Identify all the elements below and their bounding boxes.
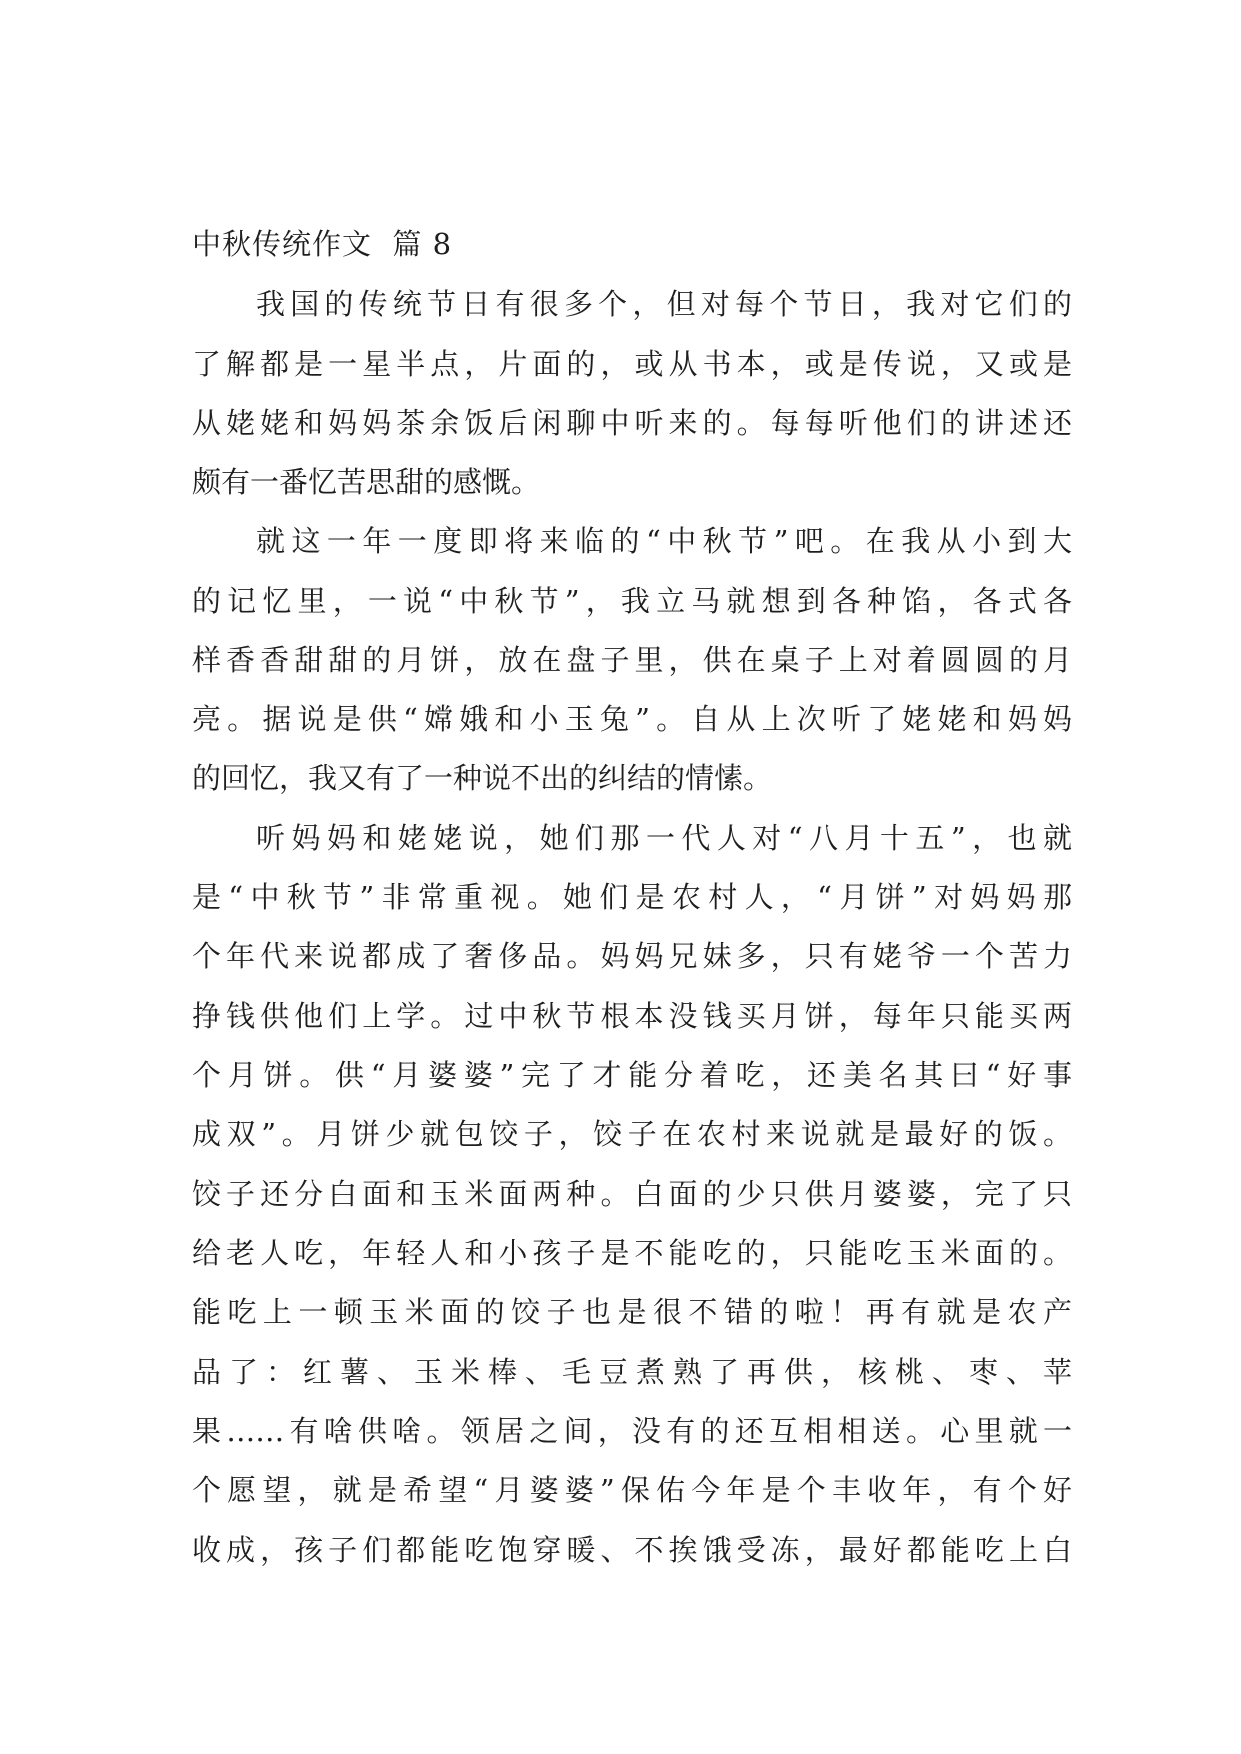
text-line: 给老人吃，年轻人和小孩子是不能吃的，只能吃玉米面的。 <box>192 1236 1072 1270</box>
text-line: 果……有啥供啥。领居之间，没有的还互相相送。心里就一 <box>192 1414 1072 1448</box>
text-line: 的回忆，我又有了一种说不出的纠结的情愫。 <box>192 761 773 795</box>
text-line: 是“中秋节”非常重视。她们是农村人，“月饼”对妈妈那 <box>192 880 1072 914</box>
text-line: 的记忆里，一说“中秋节”，我立马就想到各种馅，各式各 <box>192 584 1072 618</box>
text-line: 成双”。月饼少就包饺子，饺子在农村来说就是最好的饭。 <box>192 1117 1072 1151</box>
text-line: 听妈妈和姥姥说，她们那一代人对“八月十五”，也就 <box>256 821 1072 855</box>
text-line: 挣钱供他们上学。过中秋节根本没钱买月饼，每年只能买两 <box>192 999 1072 1033</box>
text-line: 品了：红薯、玉米棒、毛豆煮熟了再供，核桃、枣、苹 <box>192 1355 1072 1389</box>
text-line: 样香香甜甜的月饼，放在盘子里，供在桌子上对着圆圆的月 <box>192 643 1072 677</box>
text-line: 收成，孩子们都能吃饱穿暖、不挨饿受冻，最好都能吃上白 <box>192 1533 1072 1567</box>
essay-title: 中秋传统作文 篇 8 <box>192 227 453 261</box>
text-line: 就这一年一度即将来临的“中秋节”吧。在我从小到大 <box>256 524 1072 558</box>
text-line: 饺子还分白面和玉米面两种。白面的少只供月婆婆，完了只 <box>192 1177 1072 1211</box>
text-line: 个年代来说都成了奢侈品。妈妈兄妹多，只有姥爷一个苦力 <box>192 939 1072 973</box>
text-line: 我国的传统节日有很多个，但对每个节日，我对它们的 <box>256 287 1072 321</box>
text-line: 个月饼。供“月婆婆”完了才能分着吃，还美名其曰“好事 <box>192 1058 1072 1092</box>
text-line: 能吃上一顿玉米面的饺子也是很不错的啦！再有就是农产 <box>192 1295 1072 1329</box>
text-line: 颇有一番忆苦思甜的感慨。 <box>192 465 541 499</box>
text-line: 亮。据说是供“嫦娥和小玉兔”。自从上次听了姥姥和妈妈 <box>192 702 1072 736</box>
text-line: 从姥姥和妈妈茶余饭后闲聊中听来的。每每听他们的讲述还 <box>192 406 1072 440</box>
text-line: 了解都是一星半点，片面的，或从书本，或是传说，又或是 <box>192 347 1072 381</box>
text-line: 个愿望，就是希望“月婆婆”保佑今年是个丰收年，有个好 <box>192 1473 1072 1507</box>
